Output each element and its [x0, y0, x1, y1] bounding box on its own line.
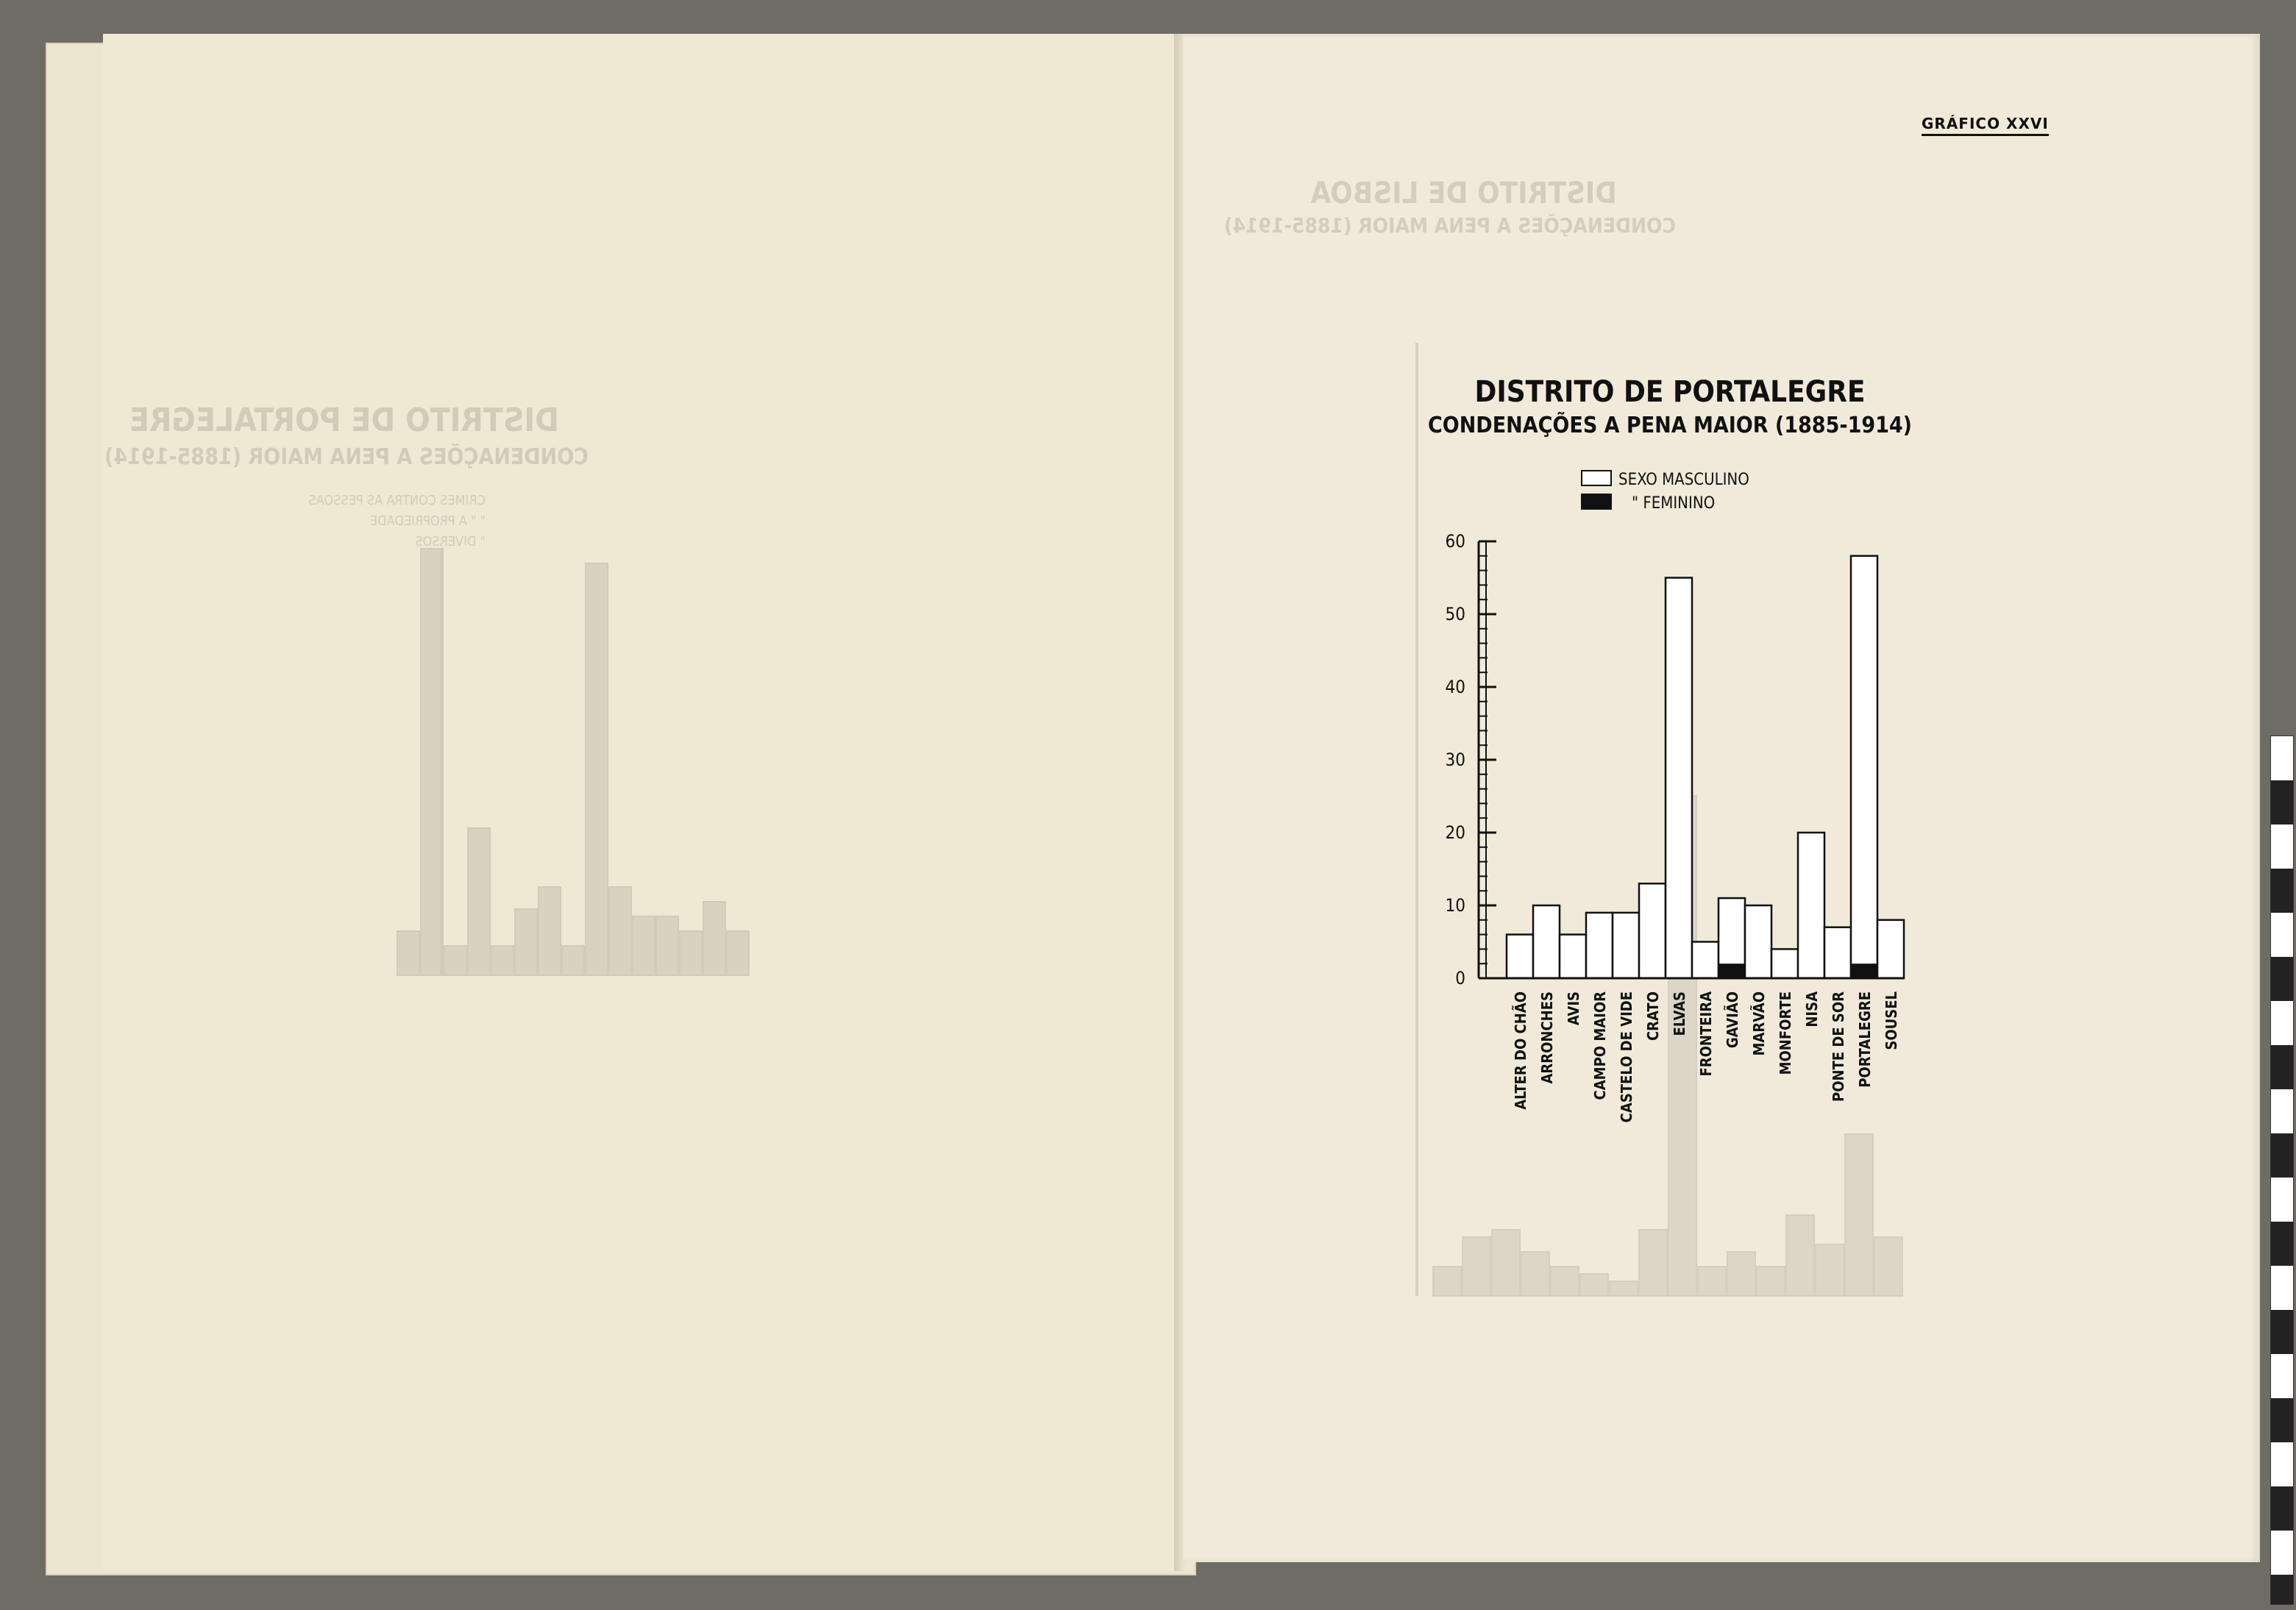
y-tick-label: 20 — [1445, 822, 1465, 843]
x-tick-label: PORTALEGRE — [1856, 991, 1874, 1088]
bar-male — [1798, 833, 1824, 978]
legend-swatch-male — [1582, 471, 1611, 485]
x-tick-label: ALTER DO CHÃO — [1512, 991, 1529, 1110]
bleed-left-legend-2: " " A PROPRIEDADE — [369, 513, 486, 529]
x-labels — [1512, 991, 1900, 1122]
bleed-left-title: DISTRITO DE PORTALEGRE — [129, 402, 559, 439]
bleed-right-title: DISTRITO DE LISBOA — [1310, 177, 1617, 210]
x-tick-label: MARVÃO — [1750, 991, 1768, 1056]
bleed-left-subtitle: CONDENAÇÕES A PENA MAIOR (1885-1914) — [104, 444, 589, 470]
x-tick-label: MONFORTE — [1777, 991, 1794, 1075]
legend-label-male: SEXO MASCULINO — [1618, 471, 1749, 489]
bar-male — [1560, 935, 1586, 978]
x-tick-label: CAMPO MAIOR — [1591, 991, 1609, 1100]
x-tick-label: PONTE DE SOR — [1830, 991, 1847, 1102]
x-tick-label: AVIS — [1565, 991, 1582, 1026]
y-tick-label: 40 — [1445, 677, 1465, 697]
chart-subtitle: CONDENAÇÕES A PENA MAIOR (1885-1914) — [1427, 413, 1913, 438]
x-tick-label: NISA — [1803, 991, 1821, 1027]
bars — [1479, 556, 1904, 978]
bleed-left-legend-1: CRIMES CONTRA AS PESSOAS — [308, 493, 486, 508]
x-tick-label: SOUSEL — [1883, 991, 1900, 1050]
bar-male — [1824, 927, 1851, 978]
bleed-left-legend-3: " DIVERSOS — [415, 534, 486, 549]
x-tick-label: ELVAS — [1671, 991, 1688, 1036]
y-tick-label: 60 — [1445, 531, 1465, 552]
y-tick-label: 10 — [1445, 895, 1465, 916]
bar-male — [1613, 913, 1639, 978]
x-tick-label: GAVIÃO — [1724, 991, 1741, 1049]
bar-male — [1692, 942, 1719, 979]
x-tick-label: CASTELO DE VIDE — [1618, 991, 1635, 1123]
bar-male — [1666, 578, 1692, 979]
legend-swatch-female — [1582, 494, 1611, 509]
figure-number: GRÁFICO XXVI — [1922, 115, 2049, 136]
bar-male — [1533, 905, 1560, 978]
bar-male — [1745, 905, 1771, 978]
bar-male — [1877, 920, 1904, 978]
chart-title: DISTRITO DE PORTALEGRE — [1474, 375, 1866, 409]
x-tick-label: CRATO — [1644, 991, 1662, 1041]
y-tick-label: 30 — [1445, 749, 1465, 770]
bar-male — [1851, 556, 1877, 978]
legend — [1582, 471, 1749, 513]
y-axis — [1446, 531, 1496, 989]
bar-male — [1771, 949, 1798, 978]
bar-male — [1586, 913, 1613, 978]
x-tick-label: ARRONCHES — [1538, 991, 1556, 1084]
y-tick-label: 0 — [1455, 968, 1465, 989]
bar-male — [1639, 883, 1666, 978]
bar-male — [1507, 935, 1533, 978]
x-tick-label: FRONTEIRA — [1697, 991, 1715, 1077]
bar-female — [1852, 963, 1877, 978]
bleed-right-subtitle: CONDENAÇÕES A PENA MAIOR (1885-1914) — [1223, 213, 1676, 238]
bar-female — [1719, 963, 1744, 978]
legend-label-female: " FEMININO — [1632, 494, 1716, 513]
y-tick-label: 50 — [1445, 604, 1465, 624]
